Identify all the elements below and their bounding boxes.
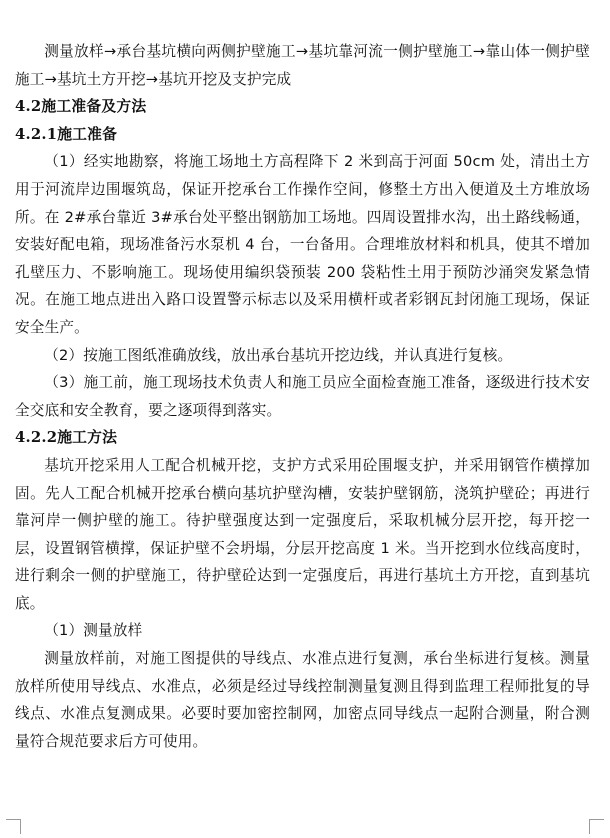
page-corner-mark-right	[589, 819, 604, 834]
section-heading-4-2-2: 4.2.2施工方法	[15, 429, 118, 447]
page-corner-mark-left	[6, 819, 21, 834]
method-item-1-title: （1）测量放样	[44, 622, 143, 640]
construction-method-paragraph: 基坑开挖采用人工配合机械开挖，支护方式采用砼围堰支护，并采用钢管作横撑加固。先人工配合机械开挖承台横向基坑护壁沟槽，安装护壁钢筋，浇筑护壁砼；再进行靠河岸一侧护壁的施工。待护壁强度达到一定强度后，采取机械分层开挖，每开挖一层，设置钢管横撑，保证护壁不会坍塌，分层开挖高度 1 米。当开挖到水位线高度时，进行剩余一侧的护壁施工，待护壁砼达到一定强度后，再进行基坑土方开挖，直到基坑底。	[15, 456, 590, 612]
section-heading-4-2: 4.2施工准备及方法	[15, 98, 147, 116]
construction-sequence-paragraph: 测量放样→承台基坑横向两侧护壁施工→基坑靠河流一侧护壁施工→靠山体一侧护壁施工→基坑土方开挖→基坑开挖及支护完成	[15, 43, 590, 88]
method-item-1-body: 测量放样前，对施工图提供的导线点、水准点进行复测，承台坐标进行复核。测量放样所使用导线点、水准点，必须是经过导线控制测量复测且得到监理工程师批复的导线点、水准点复测成果。必要时要加密控制网，加密点同导线点一起附合测量，附合测量符合规范要求后方可使用。	[15, 650, 590, 750]
preparation-item-1: （1）经实地勘察，将施工场地土方高程降下 2 米到高于河面 50cm 处，清出土方用于河流岸边围堰筑岛，保证开挖承台工作操作空间，修整土方出入便道及土方堆放场所。在 2#承台靠近 3#承台处平整出钢筋加工场地。四周设置排水沟，出土路线畅通，安装好配电箱，现场准备污水泵机 4 台，一台备用。合理堆放材料和机具，使其不增加孔壁压力、不影响施工。现场使用编织袋预装 200 袋粘性土用于预防沙涌突发紧急情况。在施工地点进出入路口设置警示标志以及采用横杆或者彩钢瓦封闭施工现场，保证安全生产。	[15, 153, 590, 336]
preparation-item-2: （2）按施工图纸准确放线，放出承台基坑开挖边线，并认真进行复核。	[44, 346, 513, 364]
section-heading-4-2-1: 4.2.1施工准备	[15, 125, 118, 143]
document-body	[15, 38, 590, 755]
preparation-item-3: （3）施工前，施工现场技术负责人和施工员应全面检查施工准备，逐级进行技术安全交底和安全教育，要之逐项得到落实。	[15, 374, 590, 419]
